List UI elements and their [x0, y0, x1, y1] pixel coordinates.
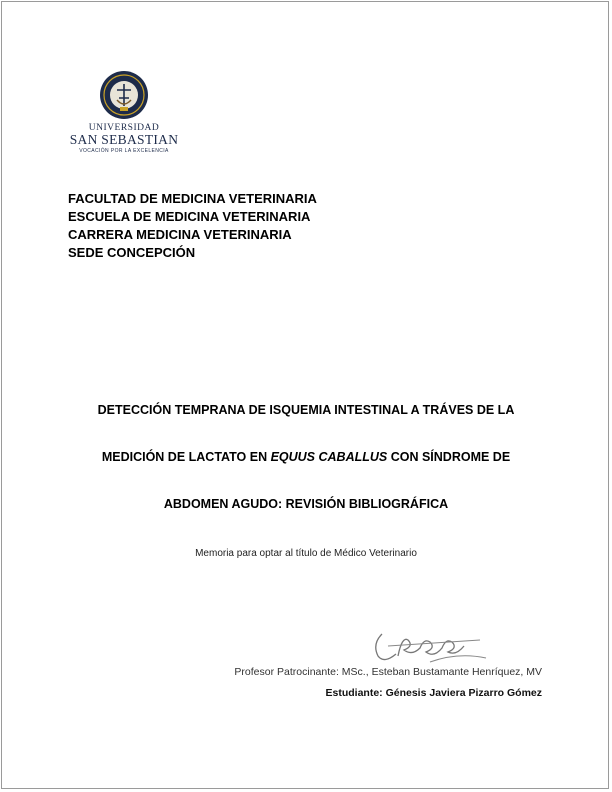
title-line2-post: CON SÍNDROME DE [387, 450, 511, 464]
student-name: Génesis Javiera Pizarro Gómez [385, 687, 542, 699]
thesis-title-line3: ABDOMEN AGUDO: REVISIÓN BIBLIOGRÁFICA [163, 497, 449, 511]
university-seal-icon [99, 70, 149, 120]
faculty-block [68, 190, 317, 262]
university-name-line2: SAN SEBASTIAN [69, 132, 179, 147]
degree-subtitle: Memoria para optar al título de Médico Veterinario [195, 548, 417, 559]
faculty-line: FACULTAD DE MEDICINA VETERINARIA [68, 191, 317, 206]
title-line2-pre: MEDICIÓN DE LACTATO EN [101, 450, 271, 464]
student-label: Estudiante: [325, 687, 383, 699]
thesis-title-line2 [40, 450, 572, 464]
signature-icon [368, 622, 498, 668]
campus-line: SEDE CONCEPCIÓN [68, 245, 196, 260]
thesis-title-line1: DETECCIÓN TEMPRANA DE ISQUEMIA INTESTINAL A TRÁVES DE LA [97, 403, 515, 417]
university-logo [64, 70, 184, 155]
title-species: EQUUS CABALLUS [270, 450, 388, 464]
school-line: ESCUELA DE MEDICINA VETERINARIA [68, 209, 311, 224]
student-line [325, 687, 542, 699]
university-name-line1: UNIVERSIDAD [88, 123, 160, 133]
sponsor-professor: Profesor Patrocinante: MSc., Esteban Bustamante Henríquez, MV [234, 666, 542, 678]
university-tagline: VOCACIÓN POR LA EXCELENCIA [79, 148, 169, 154]
career-line: CARRERA MEDICINA VETERINARIA [68, 227, 292, 242]
